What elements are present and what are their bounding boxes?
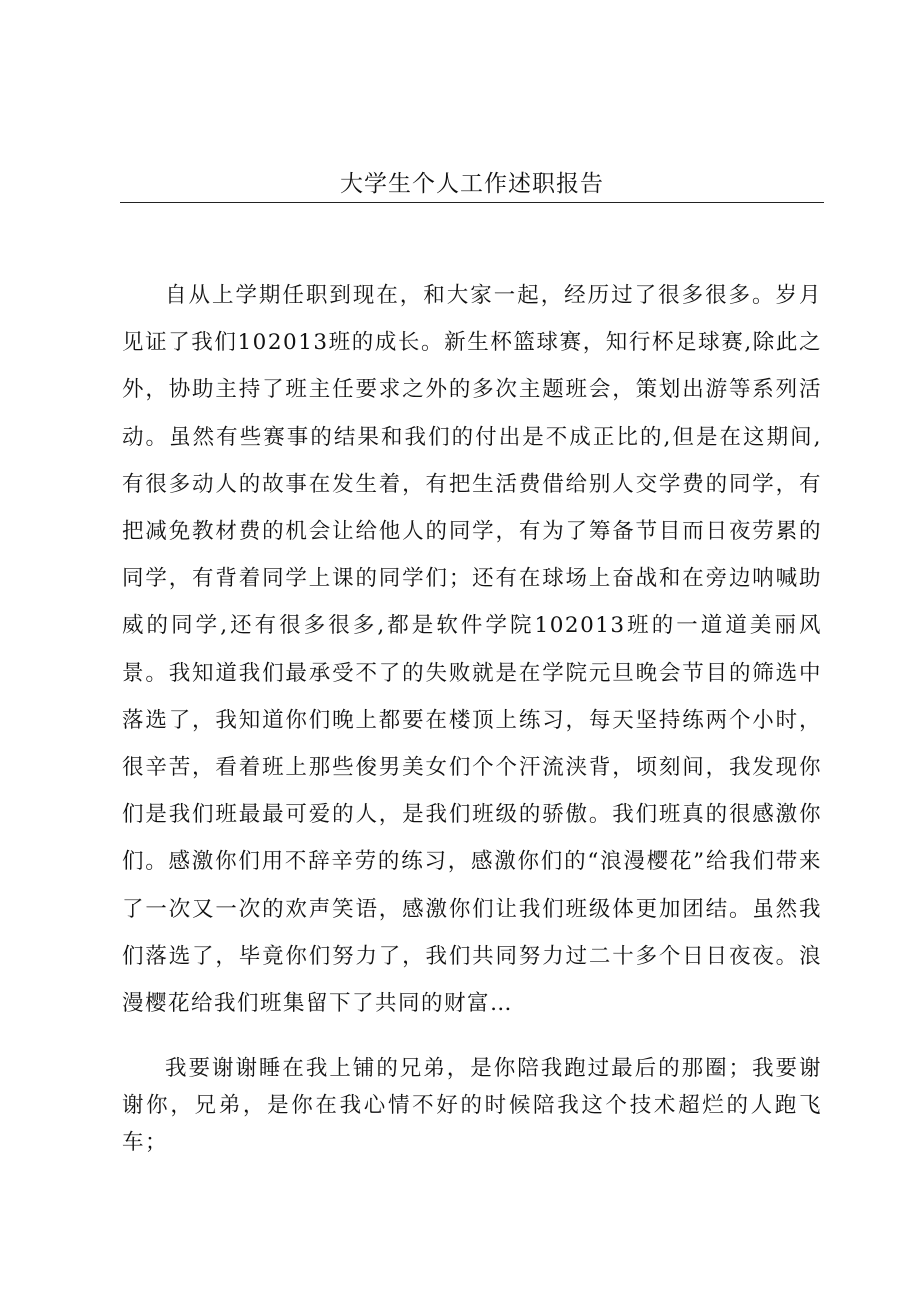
body-paragraph-1: 自从上学期任职到现在，和大家一起，经历过了很多很多。岁月见证了我们102013班的成长。新生杯篮球赛，知行杯足球赛,除此之外，协助主持了班主任要求之外的多次主题班会，策划出游等系列活动。虽然有些赛事的结果和我们的付出是不成正比的,但是在这期间,有很多动人的故事在发生着，有把生活费借给别人交学费的同学，有把减免教材费的机会让给他人的同学，有为了筹备节目而日夜劳累的同学，有背着同学上课的同学们；还有在球场上奋战和在旁边呐喊助威的同学,还有很多很多,都是软件学院102013班的一道道美丽风景。我知道我们最承受不了的失败就是在学院元旦晚会节目的筛选中落选了，我知道你们晚上都要在楼顶上练习，每天坚持练两个小时，很辛苦，看着班上那些俊男美女们个个汗流浃背，顷刻间，我发现你们是我们班最最可爱的人，是我们班级的骄傲。我们班真的很感激你们。感激你们用不辞辛劳的练习，感激你们的“浪漫樱花”给我们带来了一次又一次的欢声笑语，感激你们让我们班级体更加团结。虽然我们落选了，毕竟你们努力了，我们共同努力过二十多个日日夜夜。浪漫樱花给我们班集留下了共同的财富… bbox=[122, 283, 822, 1017]
title-underline bbox=[120, 202, 824, 203]
document-title: 大学生个人工作述职报告 bbox=[340, 171, 604, 197]
body-paragraph-2: 我要谢谢睡在我上铺的兄弟，是你陪我跑过最后的那圈；我要谢谢你，兄弟，是你在我心情不好的时候陪我这个技术超烂的人跑飞车； bbox=[122, 1056, 822, 1155]
